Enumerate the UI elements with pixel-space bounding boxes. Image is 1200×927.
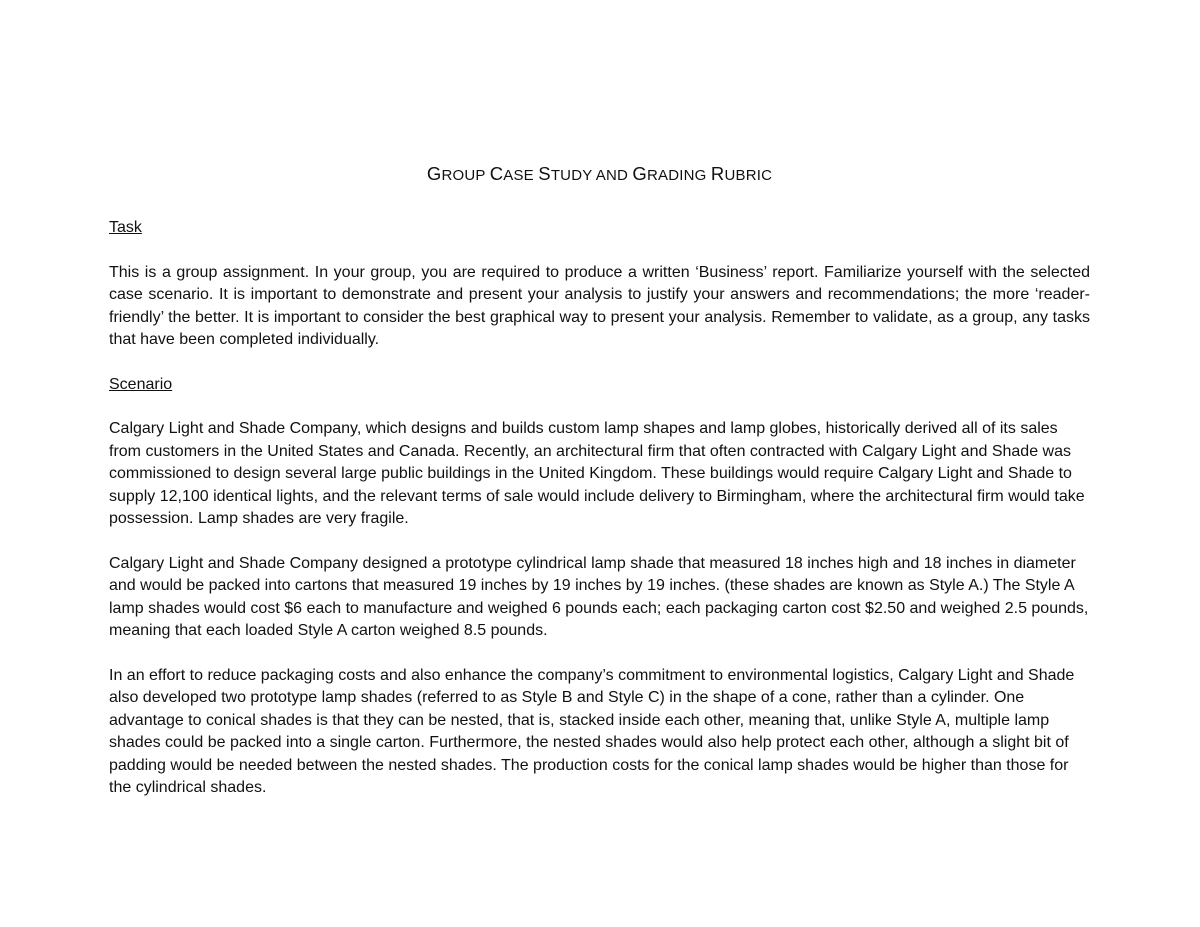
title-word: CASE — [489, 163, 534, 184]
title-word: STUDY — [538, 163, 593, 184]
title-word: AND — [595, 167, 629, 184]
title-word: GRADING — [632, 163, 707, 184]
title-word: RUBRIC — [710, 163, 773, 184]
scenario-paragraph-2: Calgary Light and Shade Company designed a prototype cylindrical lamp shade that measured 18 inches high and 18 inches in diameter and would be packed into cartons that measured 19 inches by 19 inches by 19 inches. (these shades are known as Style A.) The Style A lamp shades would cost $6 each to manufacture and weighed 6 pounds each; each packaging carton cost $2.50 and weighed 2.5 pounds, meaning that each loaded Style A carton weighed 8.5 pounds. — [109, 554, 1089, 639]
scenario-paragraph-1: Calgary Light and Shade Company, which designs and builds custom lamp shapes and lamp globes, historically derived all of its sales from customers in the United States and Canada. Recently, an architectural firm that often contracted with Calgary Light and Shade was commissioned to design several large public buildings in the United Kingdom. These buildings would require Calgary Light and Shade to supply 12,100 identical lights, and the relevant terms of sale would include delivery to Birmingham, where the architectural firm would take possession. Lamp shades are very fragile. — [109, 420, 1085, 527]
task-paragraph: This is a group assignment. In your group, you are required to produce a written ‘Business’ report. Familiarize yourself with the selected case scenario. It is important to demonstrate and present your analysis to justify your answers and recommendations; the more ‘reader-friendly’ the better. It is important to consider the best graphical way to present your analysis. Remember to validate, as a group, any tasks that have been completed individually. — [109, 263, 1090, 348]
scenario-heading: Scenario — [109, 375, 173, 393]
document-page — [109, 162, 1090, 822]
title-word: GROUP — [426, 163, 486, 184]
task-heading: Task — [109, 219, 142, 236]
scenario-paragraph-3: In an effort to reduce packaging costs and also enhance the company’s commitment to environmental logistics, Calgary Light and Shade also developed two prototype lamp shades (referred to as Style B and Style C) in the shape of a cone, rather than a cylinder. One advantage to conical shades is that they can be nested, that is, stacked inside each other, meaning that, unlike Style A, multiple lamp shades could be packed into a single carton. Furthermore, the nested shades would also help protect each other, although a slight bit of padding would be needed between the nested shades. The production costs for the conical lamp shades would be higher than those for the cylindrical shades. — [109, 666, 1075, 796]
document-title — [109, 162, 1090, 188]
